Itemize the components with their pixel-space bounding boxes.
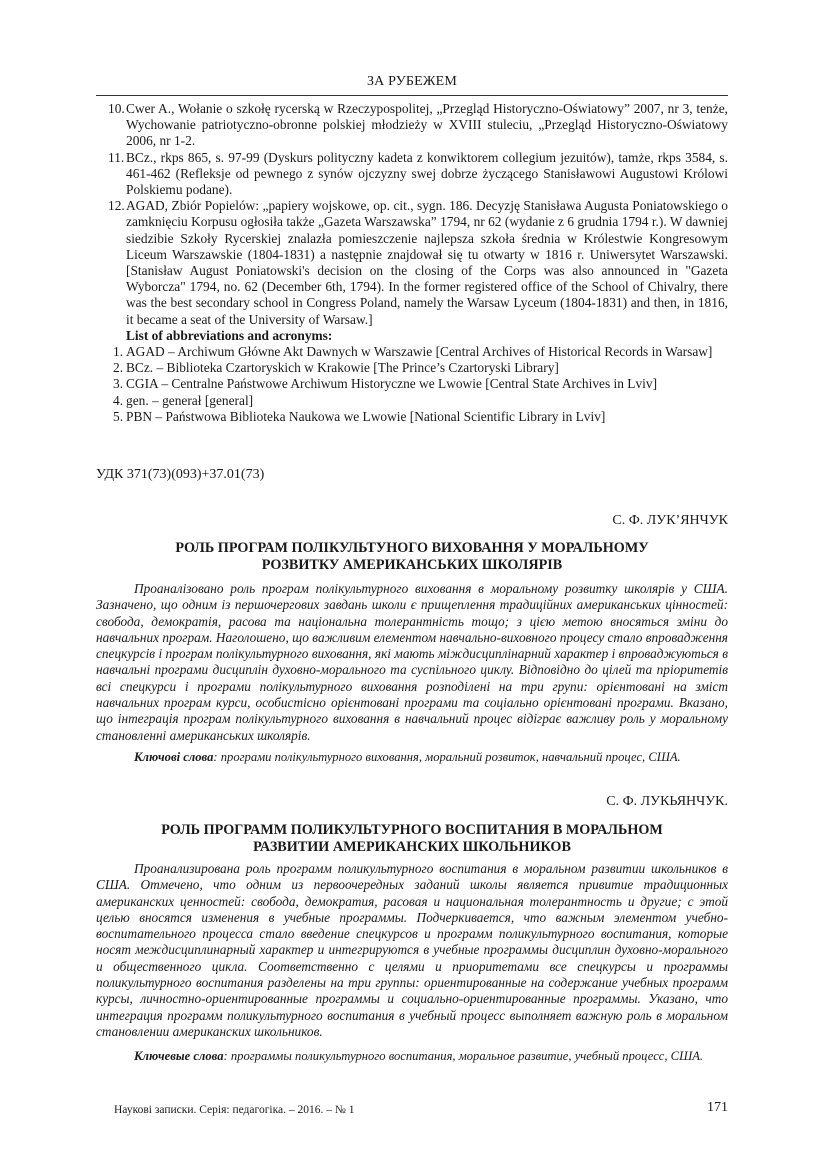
abbreviation-number: 4.: [113, 392, 124, 408]
author-ua: С. Ф. ЛУК’ЯНЧУК: [612, 513, 728, 528]
title-line: РАЗВИТИИ АМЕРИКАНСКИХ ШКОЛЬНИКОВ: [253, 839, 571, 855]
title-line: РОЛЬ ПРОГРАММ ПОЛИКУЛЬТУРНОГО ВОСПИТАНИЯ В МОРАЛЬНОМ: [161, 822, 663, 838]
page-number: 171: [707, 1100, 728, 1115]
abbreviation-item: [96, 376, 728, 392]
abbreviation-number: 1.: [113, 344, 124, 360]
abbreviation-item: [96, 344, 728, 360]
abbreviation-number: 5.: [113, 408, 124, 424]
keywords-ua: [96, 750, 728, 765]
abbreviation-text: AGAD – Archiwum Główne Akt Dawnych w Warszawie [Central Archives of Historical Records in Warsaw]: [126, 344, 713, 360]
reference-number: 10.: [108, 101, 125, 116]
abbreviations-title: List of abbreviations and acronyms:: [126, 327, 333, 343]
abbreviation-item: [96, 393, 728, 409]
reference-item: [96, 150, 728, 199]
title-line: РОЛЬ ПРОГРАМ ПОЛІКУЛЬТУНОГО ВИХОВАННЯ У МОРАЛЬНОМУ: [175, 540, 649, 556]
reference-list: [96, 101, 728, 425]
reference-text: BCz., rkps 865, s. 97-99 (Dyskurs polityczny kadeta z konwiktorem collegium jezuitów), tamże, rkps 3584, s. 461-462 (Refleksje od pewnego z synów ojczyzny swej dobrze życzącego Stanisławowi Augustowi Królowi Polskiemu podane).: [126, 149, 728, 198]
journal-footer: Наукові записки. Серія: педагогіка. – 2016. – № 1: [114, 1104, 355, 1116]
abbreviation-number: 3.: [113, 376, 124, 392]
article-title-ru: [96, 822, 728, 856]
article-title-ua: [96, 540, 728, 574]
reference-item: [96, 198, 728, 328]
abbreviation-text: gen. – generał [general]: [126, 392, 254, 408]
title-line: РОЗВИТКУ АМЕРИКАНСЬКИХ ШКОЛЯРІВ: [261, 557, 563, 573]
abbreviation-item: [96, 360, 728, 376]
reference-item: [96, 101, 728, 150]
abbreviation-text: PBN – Państwowa Biblioteka Naukowa we Lwowie [National Scientific Library in Lviv]: [126, 408, 606, 424]
keywords-label: Ключевые слова: [134, 1049, 224, 1063]
keywords-text: : програми полікультурного виховання, моральний розвиток, навчальний процес, США.: [213, 750, 681, 764]
keywords-text: : программы поликультурного воспитания, моральное развитие, учебный процесс, США.: [223, 1049, 704, 1063]
reference-text: Cwer A., Wołanie o szkołę rycerską w Rzeczypospolitej, „Przegląd Historyczno-Oświatowy” 2007, nr 3, tenże, Wychowanie patriotyczno-obronne polskiej młodzieży w XVIII stuleciu, „Przegląd Historyczno-Oświatowy 2006, nr 1-2.: [126, 101, 728, 149]
udk-code: УДК 371(73)(093)+37.01(73): [96, 467, 265, 482]
author-ru: С. Ф. ЛУКЬЯНЧУК.: [606, 794, 728, 809]
header-divider: [96, 95, 728, 96]
abstract-ua: Проаналізовано роль програм полікультурного виховання в моральному розвитку школярів у США. Зазначено, що одним із першочергових завдань школи є прищеплення традиційних американських цінностей: свобода, демократія, расова та національна толерантність тощо; з цією метою вносяться зміни до навчальних програм. Наголошено, що важливим елементом навчально-виховного процесу стало впровадження спецкурсів і програм полікультурного виховання, які мають міждисциплінарний характер і впроваджуються в навчальні програми дисциплін духовно-морального та суспільного циклу. Відповідно до цілей та пріоритетів всі спецкурси і програми полікультурного виховання розподілені на три групи: орієнтовані на зміст навчальних програм курси, особистісно орієнтовані програми та соціально орієнтовані програми. Вказано, що інтеграція програм полікультурного виховання в навчальний процес відіграє важливу роль у моральному становленні американських школярів.: [96, 581, 728, 743]
keywords-ru: [96, 1049, 728, 1064]
abstract-ru: Проанализирована роль программ поликультурного воспитания в моральном развитии школьников в США. Отмечено, что одним из первоочередных заданий школы является привитие традиционных американских ценностей: свобода, демократия, расовая и национальная толерантность и другие; с этой целью вносятся изменения в учебные программы. Подчеркивается, что важным элементом учебно-воспитательного процесса стало введение спецкурсов и программ поликультурного воспитания, которые носят междисциплинарный характер и интегрируются в учебные программы дисциплин духовно-морального и общественного цикла. Соответственно с целями и приоритетами все спецкурсы и программы поликультурного воспитания разделены на три группы: ориентированные на содержание учебных программ курсы, личностно-ориентированные программы и социально-ориентированные программы. Указано, что интеграция программ поликультурного воспитания в учебный процесс выполняет важную роль в моральном становлении американских школьников.: [96, 861, 728, 1039]
abbreviation-number: 2.: [113, 360, 124, 376]
abbreviation-text: CGIA – Centralne Państwowe Archiwum Historyczne we Lwowie [Central State Archives in Lviv]: [126, 376, 658, 392]
keywords-label: Ключові слова: [134, 750, 214, 764]
abbreviation-text: BCz. – Biblioteka Czartoryskich w Krakowie [The Prince’s Czartoryski Library]: [126, 360, 559, 376]
abbreviation-item: [96, 409, 728, 425]
running-head: ЗА РУБЕЖЕМ: [366, 74, 458, 89]
reference-text: AGAD, Zbiór Popielów: „papiery wojskowe, op. cit., sygn. 186. Decyzję Stanisława Augusta Poniatowskiego o zamknięciu Korpusu ogłosiła także „Gazeta Warszawska” 1794, nr 62 (wydanie z 6 grudnia 1794 r.). W dawniej siedzibie Szkoły Rycerskiej znalazła pomieszczenie najlepsza szkoła średnia w Królestwie Kongresowym Liceum Warszawskie (1804-1831) a następnie znajdował się tu otwarty w 1816 r. Uniwersytet Warszawski. [Stanisław August Poniatowski's decision on the closing of the Corps was also announced in "Gazeta Wyborcza" 1794, no. 62 (December 6th, 1794). In the former registered office of the School of Chivalry, there was the best secondary school in Congress Poland, namely the Warsaw Lyceum (1804-1831) and then, in 1816, it became a seat of the University of Warsaw.]: [126, 198, 728, 327]
reference-number: 12.: [108, 198, 125, 214]
reference-number: 11.: [108, 149, 125, 165]
